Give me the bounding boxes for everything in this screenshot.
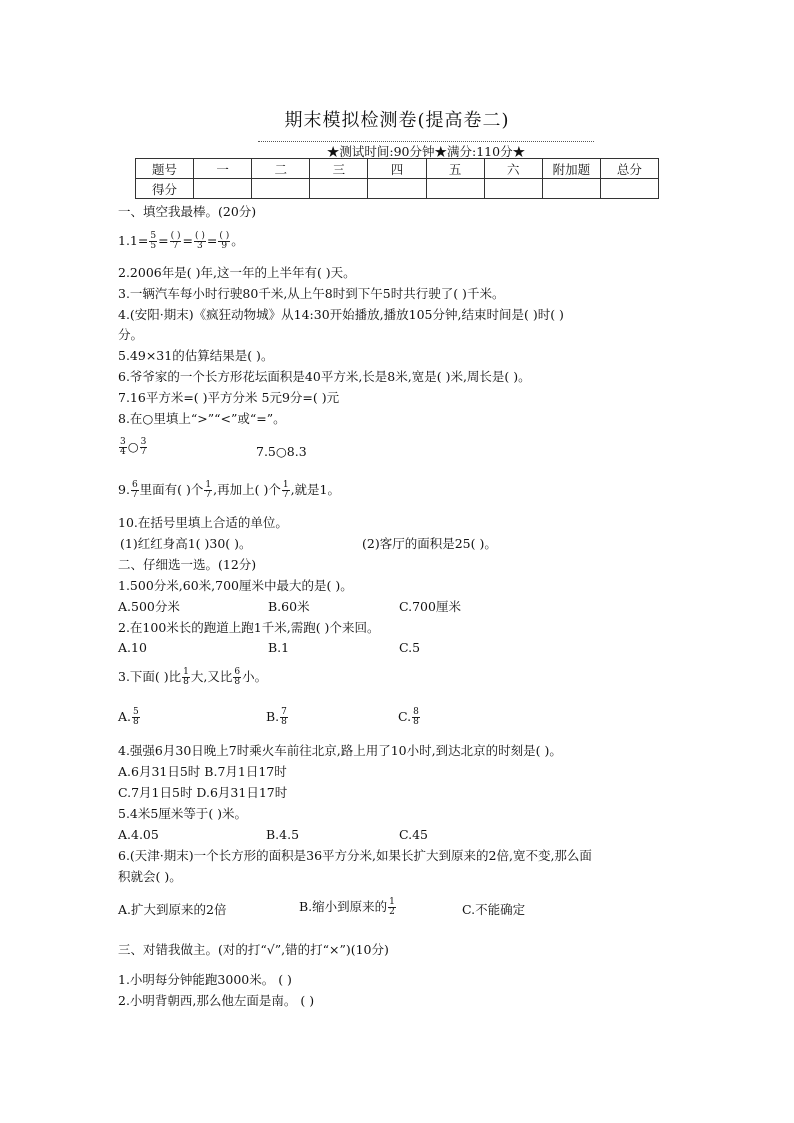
denominator: 7 bbox=[131, 490, 138, 500]
option-b[interactable]: B.1 bbox=[268, 640, 290, 655]
denominator: 3 bbox=[197, 241, 203, 251]
table-cell: 六 bbox=[484, 159, 542, 179]
numerator: 6 bbox=[131, 480, 138, 490]
option-a[interactable]: A.10 bbox=[118, 640, 147, 655]
fraction bbox=[132, 708, 140, 727]
question-3: 3.一辆汽车每小时行驶80千米,从上午8时到下午5时共行驶了( )千米。 bbox=[118, 286, 505, 301]
question-3 bbox=[118, 668, 267, 687]
score-table bbox=[135, 158, 659, 199]
table-row bbox=[136, 179, 659, 199]
question-4-cont: 分。 bbox=[118, 327, 144, 342]
option-b[interactable] bbox=[266, 708, 289, 727]
q-text: 里面有( )个 bbox=[139, 482, 204, 497]
option-letter: C. bbox=[398, 709, 412, 724]
numerator: 5 bbox=[133, 707, 139, 717]
numerator: 5 bbox=[150, 231, 157, 241]
section-heading: 三、对错我做主。(对的打“√”,错的打“×”)(10分) bbox=[118, 942, 389, 957]
numerator: ( ) bbox=[170, 231, 181, 241]
option-a[interactable]: A.4.05 bbox=[118, 827, 159, 842]
fraction bbox=[149, 232, 157, 251]
numerator: 3 bbox=[120, 437, 126, 447]
score-field[interactable] bbox=[194, 179, 252, 199]
question-2: 2.小明背朝西,那么他左面是南。 ( ) bbox=[118, 993, 315, 1008]
question-4-options-1[interactable]: A.6月31日5时 B.7月1日17时 bbox=[118, 764, 287, 779]
denominator: 2 bbox=[389, 907, 395, 917]
numerator: ( ) bbox=[219, 231, 230, 241]
page-title: 期末模拟检测卷(提高卷二) bbox=[284, 110, 510, 131]
table-cell: 附加题 bbox=[542, 159, 600, 179]
score-field[interactable] bbox=[542, 179, 600, 199]
denominator: 8 bbox=[133, 717, 139, 727]
compare-circle[interactable]: ○ bbox=[127, 439, 139, 454]
option-letter: A. bbox=[118, 709, 132, 724]
q-text: 1.1= bbox=[118, 233, 149, 248]
table-cell: 题号 bbox=[136, 159, 194, 179]
option-text: B.缩小到原来的 bbox=[299, 899, 388, 914]
fraction bbox=[388, 898, 396, 917]
option-letter: B. bbox=[266, 709, 280, 724]
question-6-cont: 积就会( )。 bbox=[118, 869, 182, 884]
fraction bbox=[412, 708, 420, 727]
question-4-options-2[interactable]: C.7月1日5时 D.6月31日17时 bbox=[118, 785, 288, 800]
numerator: 8 bbox=[413, 707, 419, 717]
fraction bbox=[140, 438, 148, 457]
denominator: 4 bbox=[120, 447, 126, 457]
fraction bbox=[131, 481, 139, 500]
option-c[interactable]: C.5 bbox=[399, 640, 421, 655]
option-a[interactable]: A.500分米 bbox=[118, 599, 180, 614]
question-8a bbox=[118, 438, 148, 457]
q-text: 3.下面( )比 bbox=[118, 669, 182, 684]
denominator: 8 bbox=[413, 717, 419, 727]
option-c[interactable]: C.45 bbox=[399, 827, 428, 842]
table-cell: 总分 bbox=[600, 159, 658, 179]
q-text: 9. bbox=[118, 482, 130, 497]
option-b[interactable]: B.60米 bbox=[268, 599, 310, 614]
option-a[interactable] bbox=[118, 708, 141, 727]
option-c[interactable]: C.700厘米 bbox=[399, 599, 461, 614]
fraction bbox=[282, 481, 290, 500]
question-4: 4.(安阳·期末)《疯狂动物城》从14:30开始播放,播放105分钟,结束时间是( )时( ) bbox=[118, 307, 564, 322]
table-cell: 四 bbox=[368, 159, 426, 179]
numerator: 1 bbox=[183, 667, 189, 677]
table-row bbox=[136, 159, 659, 179]
denominator: 7 bbox=[205, 490, 212, 500]
score-field[interactable] bbox=[484, 179, 542, 199]
question-6: 6.爷爷家的一个长方形花坛面积是40平方米,长是8米,宽是( )米,周长是( )。 bbox=[118, 369, 531, 384]
denominator: 8 bbox=[234, 677, 241, 687]
question-10: 10.在括号里填上合适的单位。 bbox=[118, 515, 288, 530]
denominator: 7 bbox=[140, 447, 147, 457]
question-10-part1: (1)红红身高1( )30( )。 bbox=[120, 536, 252, 551]
numerator: 6 bbox=[234, 667, 241, 677]
q-text: 大,又比 bbox=[190, 669, 233, 684]
q-text: = bbox=[158, 233, 169, 248]
numerator: 1 bbox=[389, 897, 395, 907]
table-cell: 一 bbox=[194, 159, 252, 179]
section-heading: 一、填空我最棒。(20分) bbox=[118, 204, 257, 219]
question-7: 7.16平方米=( )平方分米 5元9分=( )元 bbox=[118, 390, 340, 405]
numerator: 1 bbox=[282, 480, 289, 490]
score-field[interactable] bbox=[600, 179, 658, 199]
q-text: = bbox=[182, 233, 193, 248]
denominator: 5 bbox=[150, 241, 157, 251]
denominator: 8 bbox=[183, 677, 189, 687]
fraction bbox=[182, 668, 190, 687]
score-field[interactable] bbox=[252, 179, 310, 199]
question-1 bbox=[118, 232, 244, 251]
question-6: 6.(天津·期末)一个长方形的面积是36平方分米,如果长扩大到原来的2倍,宽不变,那么面 bbox=[118, 848, 592, 863]
fraction bbox=[218, 232, 230, 251]
question-2: 2.在100米长的跑道上跑1千米,需跑( )个来回。 bbox=[118, 620, 380, 635]
option-a[interactable]: A.扩大到原来的2倍 bbox=[118, 902, 227, 917]
question-1: 1.小明每分钟能跑3000米。 ( ) bbox=[118, 972, 292, 987]
numerator: ( ) bbox=[194, 231, 205, 241]
option-c[interactable] bbox=[398, 708, 421, 727]
numerator: 1 bbox=[205, 480, 212, 490]
denominator: 7 bbox=[282, 490, 289, 500]
question-8b: 7.5○8.3 bbox=[256, 444, 307, 459]
option-b[interactable]: B.4.5 bbox=[266, 827, 300, 842]
fraction bbox=[280, 708, 288, 727]
table-cell: 三 bbox=[310, 159, 368, 179]
score-field[interactable] bbox=[310, 179, 368, 199]
denominator: 8 bbox=[281, 717, 287, 727]
table-cell: 得分 bbox=[136, 179, 194, 199]
q-text: ,再加上( )个 bbox=[213, 482, 281, 497]
question-8: 8.在○里填上“>”“<”或“=”。 bbox=[118, 411, 286, 426]
question-1: 1.500分米,60米,700厘米中最大的是( )。 bbox=[118, 578, 353, 593]
exam-info: ★测试时间:90分钟★满分:110分★ bbox=[258, 141, 594, 160]
q-text: 。 bbox=[231, 233, 244, 248]
fraction bbox=[194, 232, 206, 251]
question-2: 2.2006年是( )年,这一年的上半年有( )天。 bbox=[118, 265, 356, 280]
fraction bbox=[204, 481, 212, 500]
q-text: = bbox=[206, 233, 218, 248]
q-text: ,就是1。 bbox=[290, 482, 341, 497]
table-cell: 五 bbox=[426, 159, 484, 179]
fraction bbox=[119, 438, 127, 457]
question-10-part2: (2)客厅的面积是25( )。 bbox=[362, 536, 497, 551]
fraction bbox=[233, 668, 241, 687]
section-heading: 二、仔细选一选。(12分) bbox=[118, 557, 257, 572]
option-b[interactable] bbox=[299, 898, 397, 917]
question-9 bbox=[118, 481, 340, 500]
score-field[interactable] bbox=[426, 179, 484, 199]
numerator: 3 bbox=[140, 437, 147, 447]
denominator: 9 bbox=[221, 241, 228, 251]
option-c[interactable]: C.不能确定 bbox=[462, 902, 526, 917]
table-cell: 二 bbox=[252, 159, 310, 179]
denominator: 7 bbox=[172, 241, 179, 251]
question-5: 5.49×31的估算结果是( )。 bbox=[118, 348, 274, 363]
numerator: 7 bbox=[281, 707, 287, 717]
q-text: 小。 bbox=[242, 669, 268, 684]
question-5: 5.4米5厘米等于( )米。 bbox=[118, 806, 248, 821]
fraction bbox=[170, 232, 182, 251]
score-field[interactable] bbox=[368, 179, 426, 199]
question-4: 4.强强6月30日晚上7时乘火车前往北京,路上用了10小时,到达北京的时刻是( )。 bbox=[118, 743, 562, 758]
